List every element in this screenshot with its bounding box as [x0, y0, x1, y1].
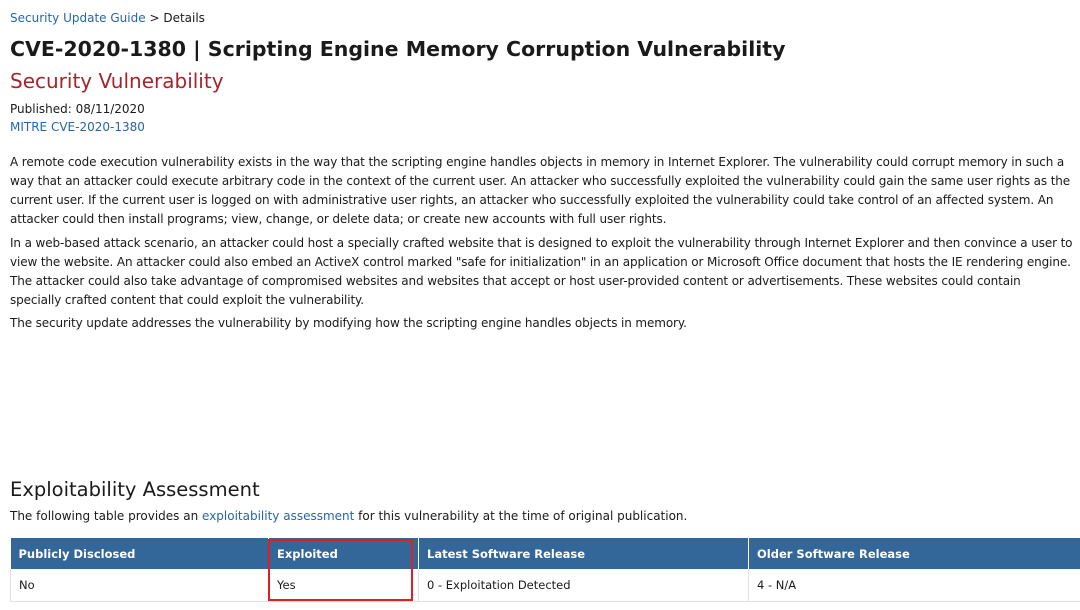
column-header-publicly-disclosed: Publicly Disclosed	[11, 538, 269, 569]
table-row	[11, 569, 1080, 601]
intro-text-after: for this vulnerability at the time of original publication.	[354, 509, 688, 523]
mitre-cve-link[interactable]: MITRE CVE-2020-1380	[10, 120, 145, 134]
intro-text-before: The following table provides an	[10, 509, 203, 523]
description-paragraph-3: The security update addresses the vulnerability by modifying how the scripting engine handles objects in memory.	[10, 316, 687, 330]
breadcrumb	[10, 10, 205, 26]
breadcrumb-home-link[interactable]: Security Update Guide	[10, 11, 146, 25]
cell-latest-release: 0 - Exploitation Detected	[419, 569, 749, 601]
exploitability-assessment-link[interactable]: exploitability assessment	[202, 509, 355, 523]
description-paragraph-1: A remote code execution vulnerability exists in the way that the scripting engine handles objects in memory in Internet Explorer. The vulnerability could corrupt memory in such a way that an attacker could execute arbitrary code in the context of the current user. An attacker who successfully exploited the vulnerability could gain the same user rights as the current user. If the current user is logged on with administrative user rights, an attacker who successfully exploited the vulnerability could take control of an affected system. An attacker could then install programs; view, change, or delete data; or create new accounts with full user rights.	[10, 155, 1071, 226]
column-header-exploited: Exploited	[269, 538, 419, 569]
column-header-latest-release: Latest Software Release	[419, 538, 749, 569]
page-title: CVE-2020-1380 | Scripting Engine Memory Corruption Vulnerability	[10, 37, 786, 61]
cell-exploited: Yes	[269, 569, 419, 601]
breadcrumb-current: Details	[163, 11, 205, 25]
exploitability-intro	[10, 508, 687, 524]
exploitability-section-title: Exploitability Assessment	[10, 478, 260, 501]
description-paragraph-2: In a web-based attack scenario, an attacker could host a specially crafted website that is designed to exploit the vulnerability through Internet Explorer and then convince a user to view the website. An attacker could also embed an ActiveX control marked "safe for initialization" in an application or Microsoft Office document that hosts the IE rendering engine. The attacker could also take advantage of compromised websites and websites that accept or host user-provided content or advertisements. These websites could contain specially crafted content that could exploit the vulnerability.	[10, 236, 1073, 307]
breadcrumb-separator: >	[149, 11, 160, 25]
table-header-row	[11, 538, 1080, 569]
vulnerability-type: Security Vulnerability	[10, 69, 224, 93]
exploitability-table	[10, 538, 1080, 602]
column-header-older-release: Older Software Release	[749, 538, 1080, 569]
cell-publicly-disclosed: No	[11, 569, 269, 601]
cell-older-release: 4 - N/A	[749, 569, 1080, 601]
published-date: Published: 08/11/2020	[10, 102, 145, 116]
